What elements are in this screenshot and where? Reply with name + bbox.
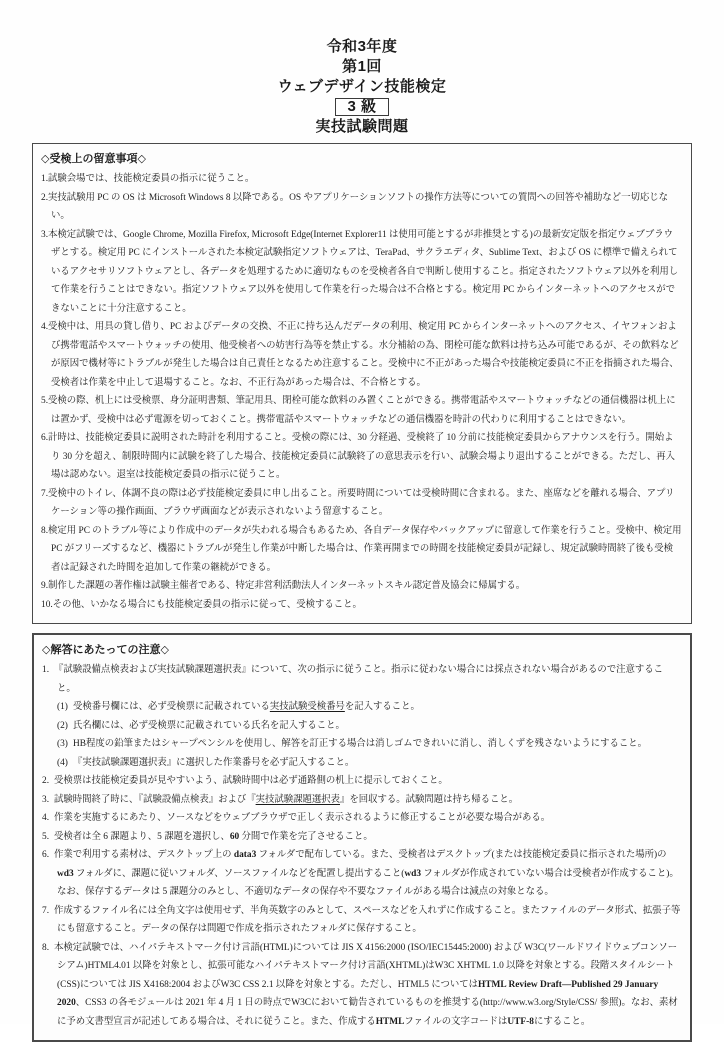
item-text: 、CSS3 の各モジュールは 2021 年 4 月 1 日の時点でW3Cにおいて勧告されているものを推奨する(http://www.w3.org/Style/CSS/ 参照)。なお、素材に予め文書型宣言が記述してある場合は、それに従うこと。また、作成する bbox=[57, 998, 678, 1027]
list-item bbox=[41, 596, 682, 615]
item-text: 受検者は全 6 課題より、5 課題を選択し、 bbox=[54, 831, 230, 842]
item-text: 分間で作業を完了させること。 bbox=[239, 831, 373, 842]
item-text: 作業を実施するにあたり、ソースなどをウェブブラウザで正しく表示されるように修正することが必要な場合がある。 bbox=[54, 813, 551, 823]
item-text: 実技試験課題選択表 bbox=[255, 794, 340, 805]
item-number: 7. bbox=[41, 488, 49, 499]
item-number: 4. bbox=[42, 813, 50, 823]
item-text: wd3 bbox=[404, 868, 422, 879]
answer-notes-section bbox=[32, 633, 692, 1042]
item-number: (3) bbox=[57, 739, 68, 749]
list-item bbox=[57, 717, 681, 736]
list-item bbox=[41, 485, 682, 522]
item-number: (1) bbox=[57, 702, 68, 712]
list-item bbox=[41, 392, 682, 429]
item-text: 本検定試験では、ハイパテキストマーク付け言語(HTML)については JIS X 4156:2000 (ISO/IEC15445:2000) および W3C(ワールドワイドウェブコンソーシアム)HTML4.01 以降を対象とし、拡張可能なハイパテキストマーク付け言語(XHTML)はW3C XHTML 1.0 以降を対象とする。段階スタイルシート(CSS)については JIS X4168:2004 およびW3C CSS 2.1 以降を対象とする。ただし、HTML5 については bbox=[54, 942, 678, 990]
item-number: (2) bbox=[57, 720, 68, 731]
item-text: 受検中のトイレ、体調不良の際は必ず技能検定委員に申し出ること。所要時間については受検時間に含まれる。また、座席などを離れる場合、アプリケーション等の操作画面、ブラウザ画面などが表示されないよう留意すること。 bbox=[48, 488, 675, 517]
item-text: 』を回収する。試験問題は持ち帰ること。 bbox=[339, 794, 519, 805]
item-number: 5. bbox=[42, 831, 50, 842]
item-number: 6. bbox=[42, 850, 50, 860]
item-number: 8. bbox=[42, 942, 50, 953]
item-text: 『試験設備点検表および実技試験課題選択表』について、次の指示に従うこと。指示に従わない場合には採点されない場合があるので注意すること。 bbox=[54, 665, 664, 694]
item-text: HTML bbox=[375, 1016, 405, 1027]
list-item bbox=[41, 429, 682, 485]
list-item bbox=[41, 170, 682, 189]
item-text: 『実技試験課題選択表』に選択した作業番号を必ず記入すること。 bbox=[72, 757, 355, 768]
item-text: 作成するファイル名には全角文字は使用せず、半角英数字のみとして、スペースなどを入れずに作成すること。またファイルのデータ形式、拡張子等にも留意すること。データの保存は問題で作成を指示されたフォルダに保存すること。 bbox=[54, 905, 681, 934]
item-text: 計時は、技能検定委員に説明された時計を利用すること。受検の際には、30 分経過、受検終了 10 分前に技能検定委員からアナウンスを行う。開始より 30 分を超え、制限時間内に試験を終了した場合、技能検定委員に試験終了の意思表示を行い、試験会場より退出することができる。ただし、再入場は認めない。退室は技能検定委員の指示に従うこと。 bbox=[48, 433, 676, 480]
list-item bbox=[42, 828, 681, 847]
list-item bbox=[41, 318, 682, 392]
item-text: フォルダに、課題に従いフォルダ、ソースファイルなどを配置し提出すること( bbox=[73, 868, 405, 879]
item-number: 1. bbox=[41, 174, 49, 184]
list-item bbox=[42, 809, 681, 828]
list-item bbox=[41, 522, 682, 578]
item-text: にすること。 bbox=[533, 1016, 591, 1027]
item-text: data3 bbox=[233, 850, 257, 860]
item-text: ファイルの文字コードは bbox=[404, 1016, 508, 1027]
item-text: HTML Review Draft—Published 29 January 2020 bbox=[57, 979, 659, 1008]
item-text: 制作した課題の著作権は試験主催者である、特定非営利活動法人インターネットスキル認定普及協会に帰属する。 bbox=[48, 581, 526, 591]
item-text: 作業で利用する素材は、デスクトップ上の bbox=[54, 850, 234, 860]
title-doc-type: 実技試験問題 bbox=[315, 118, 409, 135]
item-number: 8. bbox=[41, 525, 49, 536]
title-exam-name: ウェブデザイン技能検定 bbox=[277, 78, 447, 95]
notice-section bbox=[32, 143, 692, 624]
item-number: 9. bbox=[41, 581, 49, 591]
item-number: 4. bbox=[41, 322, 49, 332]
item-text: 受検の際、机上には受検票、身分証明書類、筆記用具、閉栓可能な飲料のみ置くことができる。携帯電話やスマートウォッチなどの通信機器は机上には置かず、受検中は必ず電源を切っておくこと。携帯電話やスマートウォッチなどの通信機器を時計の代わりに利用することはできない。 bbox=[48, 396, 676, 425]
answer-notes-heading: ◇解答にあたっての注意◇ bbox=[42, 644, 169, 656]
list-item bbox=[41, 189, 682, 226]
title-year: 令和3年度 bbox=[326, 38, 398, 55]
title-session: 第1回 bbox=[342, 58, 382, 75]
list-item bbox=[41, 226, 682, 319]
list-item bbox=[41, 577, 682, 596]
grade-row bbox=[0, 97, 724, 117]
item-number: 1. bbox=[42, 665, 50, 675]
item-text: 実技試験用 PC の OS は Microsoft Windows 8 以降である。OS やアプリケーションソフトの操作方法等についての質問への回答や補助など一切応じない。 bbox=[48, 192, 668, 221]
list-item bbox=[42, 772, 681, 791]
list-item bbox=[42, 846, 681, 902]
item-number: 2. bbox=[41, 192, 49, 203]
item-text: 受検中は、用具の貸し借り、PC およびデータの交換、不正に持ち込んだデータの利用、検定用 PC からインターネットへのアクセス、イヤフォンおよび携帯電話やスマートウォッチの使用、他受検者への妨害行為等を禁止する。水分補給の為、閉栓可能な飲料は持ち込み可能であるが、その飲料などが原因で機材等にトラブルが発生した場合は自己責任となるため注意すること。受検中に不正があった場合や技能検定委員に不正を指摘された場合、受検者は作業を中止して退場すること。なお、不正行為があった場合は、不合格とする。 bbox=[48, 322, 679, 388]
item-text: 試験会場では、技能検定委員の指示に従うこと。 bbox=[48, 174, 255, 184]
item-text: UTF-8 bbox=[507, 1016, 534, 1027]
answer-notes-list bbox=[42, 661, 681, 1031]
list-item bbox=[57, 698, 681, 717]
list-item bbox=[42, 902, 681, 939]
item-number: 10. bbox=[41, 599, 53, 610]
notice-heading: ◇受検上の留意事項◇ bbox=[41, 153, 146, 165]
item-number: 6. bbox=[41, 433, 49, 443]
item-text: フォルダで配布している。また、受検者はデスクトップ(または技能検定委員に指示された場所)の bbox=[256, 850, 667, 860]
item-text: その他、いかなる場合にも技能検定委員の指示に従って、受検すること。 bbox=[52, 599, 362, 610]
list-item bbox=[42, 791, 681, 810]
list-item bbox=[42, 661, 681, 698]
item-text: HB程度の鉛筆またはシャープペンシルを使用し、解答を訂正する場合は消しゴムできれいに消し、消しくずを残さないようにすること。 bbox=[72, 739, 647, 749]
item-text: 実技試験受検番号 bbox=[269, 702, 345, 712]
grade-badge: 3 級 bbox=[335, 98, 388, 116]
item-text: 受検票は技能検定委員が見やすいよう、試験時間中は必ず通路側の机上に提示しておくこと。 bbox=[54, 776, 448, 786]
item-number: 3. bbox=[41, 229, 49, 240]
item-text: 本検定試験では、Google Chrome, Mozilla Firefox, Microsoft Edge(Internet Explorer11 は使用可能とするが非推奨とする)の最新安定版を指定ウェブブラウザとする。検定用 PC にインストールされた本検定試験指定ソフトウェアは、TeraPad、サクラエディタ、Sublime Text、および OS に標準で備えられているアクセサリソフトウェアとし、各データを処理するために適切なものを受検者各自で判断し使用すること。指定されたソフトウェア以外を利用して作業を行うことはできない。指定ソフトウェア以外を使用して作業を行った場合は不合格とする。検定用 PC からインターネットへのアクセスができないことに十分注意すること。 bbox=[48, 229, 679, 314]
item-text: 検定用 PC のトラブル等により作成中のデータが失われる場合もあるため、各自データ保存やバックアップに留意して作業を行うこと。受検中、検定用 PC がフリーズするなど、機器にトラブルが発生し作業が中断した場合は、作業再開までの時間を技能検定委員が記録し、規定試験時間終了後も受検者は記録された時間を追加して作業の継続ができる。 bbox=[48, 525, 682, 573]
item-text: 試験時間終了時に、『試験設備点検表』および『 bbox=[54, 794, 256, 805]
item-text: 受検番号欄には、必ず受検票に記載されている bbox=[72, 702, 270, 712]
list-item bbox=[57, 754, 681, 773]
item-number: 2. bbox=[42, 776, 50, 786]
notice-list bbox=[41, 170, 682, 614]
item-number: 5. bbox=[41, 396, 49, 406]
item-number: 3. bbox=[42, 794, 50, 805]
item-text: フォルダが作成されていない場合は受検者が作成すること)。なお、保存するデータは 5 課題分のみとし、不適切なデータの保存や不要なファイルがある場合は減点の対象となる。 bbox=[57, 868, 679, 897]
item-text: を記入すること。 bbox=[344, 702, 420, 712]
list-item bbox=[42, 939, 681, 1032]
item-text: 60 bbox=[229, 831, 240, 842]
document-title-block bbox=[0, 0, 724, 137]
item-text: 氏名欄には、必ず受検票に記載されている氏名を記入すること。 bbox=[72, 720, 345, 731]
item-number: 7. bbox=[42, 905, 50, 916]
item-text: wd3 bbox=[57, 868, 74, 879]
item-number: (4) bbox=[57, 757, 68, 768]
list-item bbox=[57, 735, 681, 754]
